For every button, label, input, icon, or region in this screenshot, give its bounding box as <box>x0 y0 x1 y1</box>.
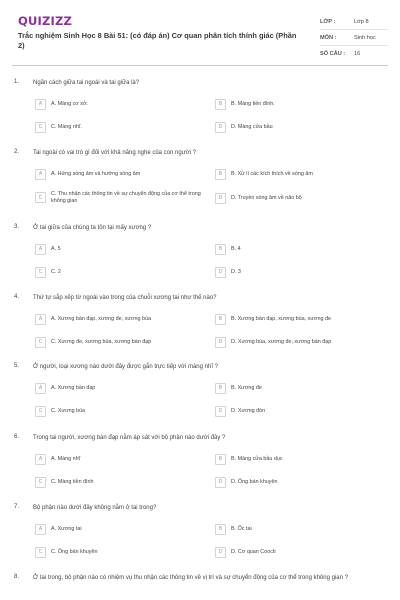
option-a[interactable] <box>33 312 201 326</box>
option-text: C. Màng nhĩ. <box>51 123 82 130</box>
option-b[interactable] <box>213 312 381 326</box>
meta-key: MÔN : <box>320 34 337 41</box>
option-letter-box: A <box>35 99 46 110</box>
option-letter-box: C <box>35 192 46 203</box>
option-letter-box: A <box>35 454 46 465</box>
meta-key: SỐ CÂU : <box>320 51 346 57</box>
option-letter-box: A <box>35 244 46 255</box>
option-a[interactable] <box>33 381 201 395</box>
option-a[interactable] <box>33 97 201 111</box>
question-text: Bộ phận nào dưới đây không nằm ở tai trong? <box>33 505 157 511</box>
meta-key: LỚP : <box>320 18 336 25</box>
option-c[interactable] <box>33 404 201 418</box>
question-number: 5. <box>14 363 20 369</box>
option-text: A. Hứng sóng âm và hướng sóng âm <box>51 170 141 177</box>
option-letter-box: D <box>215 337 226 348</box>
question-number: 8. <box>14 574 20 580</box>
option-text: D. Xương búa, xương đe, xương bàn đạp <box>231 338 332 345</box>
option-text: C. Xương đe, xương búa, xương bàn đạp <box>51 338 152 345</box>
worksheet-title: Trắc nghiệm Sinh Học 8 Bài 51: (có đáp án) Cơ quan phân tích thính giác (Phần 2) <box>18 31 297 50</box>
option-text: A. Xương bàn đạp <box>51 384 96 391</box>
option-letter-box: B <box>215 383 226 394</box>
option-letter-box: A <box>35 383 46 394</box>
option-text: B. Xương bàn đạp, xương búa, xương đe <box>231 315 331 322</box>
option-text: D. Cơ quan Coocti <box>231 548 276 555</box>
question-number: 4. <box>14 294 20 300</box>
option-text: D. Ống bán khuyên <box>231 478 278 485</box>
option-letter-box: A <box>35 524 46 535</box>
option-d[interactable] <box>213 404 381 418</box>
option-letter-box: B <box>215 524 226 535</box>
question-number: 2. <box>14 149 20 155</box>
option-text: C. Ống bán khuyên <box>51 548 98 555</box>
question-text: Ở tai trong, bộ phận nào có nhiệm vụ thu nhận các thông tin về vị trí và sự chuyển động của cơ thể trong không gian ? <box>33 575 348 581</box>
meta-value: 16 <box>354 51 361 57</box>
question-number: 7. <box>14 504 20 510</box>
option-letter-box: A <box>35 314 46 325</box>
option-c[interactable] <box>33 120 201 134</box>
meta-row-count <box>320 46 388 62</box>
option-text: C. Thu nhận các thông tin về sự chuyển động của cơ thể trong không gian <box>51 190 201 204</box>
option-c[interactable] <box>33 265 201 279</box>
option-letter-box: D <box>215 477 226 488</box>
question-text: Tai ngoài có vai trò gì đối với khả năng nghe của con người ? <box>33 150 196 156</box>
option-text: A. Màng nhĩ <box>51 455 81 462</box>
option-letter-box: A <box>35 169 46 180</box>
option-d[interactable] <box>213 335 381 349</box>
option-text: D. 3 <box>231 268 241 275</box>
meta-value: Sinh học <box>354 34 376 41</box>
question-text: Thứ tự sắp xếp từ ngoài vào trong của chuỗi xương tai như thế nào? <box>33 295 217 301</box>
quizizz-logo: QUIZIZZ <box>18 14 73 28</box>
option-text: B. Xử lí các kích thích về sóng âm <box>231 170 313 177</box>
option-letter-box: B <box>215 314 226 325</box>
option-text: B. Màng tiền đình. <box>231 100 275 107</box>
option-letter-box: B <box>215 99 226 110</box>
option-letter-box: D <box>215 547 226 558</box>
option-letter-box: B <box>215 454 226 465</box>
option-text: A. 5 <box>51 245 61 252</box>
meta-table <box>320 14 388 62</box>
worksheet-header <box>0 0 400 62</box>
option-a[interactable] <box>33 522 201 536</box>
meta-row-class <box>320 14 388 30</box>
option-b[interactable] <box>213 97 381 111</box>
question-number: 6. <box>14 434 20 440</box>
option-letter-box: C <box>35 547 46 558</box>
option-d[interactable] <box>213 545 381 559</box>
option-d[interactable] <box>213 265 381 279</box>
option-letter-box: C <box>35 267 46 278</box>
option-a[interactable] <box>33 452 201 466</box>
option-b[interactable] <box>213 452 381 466</box>
option-letter-box: B <box>215 169 226 180</box>
option-text: C. Xương búa <box>51 407 86 414</box>
option-letter-box: D <box>215 406 226 417</box>
question-text: Ở người, loại xương nào dưới đây được gắn trực tiếp với màng nhĩ ? <box>33 364 218 370</box>
meta-value: Lớp 8 <box>354 18 369 25</box>
question-number: 3. <box>14 224 20 230</box>
option-letter-box: C <box>35 406 46 417</box>
question-text: Trong tai người, xương bàn đạp nằm áp sát với bộ phận nào dưới đây ? <box>33 435 226 441</box>
option-letter-box: C <box>35 477 46 488</box>
option-a[interactable] <box>33 167 201 181</box>
option-b[interactable] <box>213 522 381 536</box>
option-letter-box: D <box>215 122 226 133</box>
option-text: A. Màng cơ sở. <box>51 100 89 107</box>
option-text: A. Xương bàn đạp, xương đe, xương búa <box>51 315 151 322</box>
question-number: 1. <box>14 79 20 85</box>
option-text: B. Ốc tai <box>231 525 252 532</box>
option-text: C. Màng tiền đình <box>51 478 94 485</box>
option-text: C. 2 <box>51 268 61 275</box>
question-text: Ở tai giữa của chúng ta tồn tại mấy xương ? <box>33 225 152 231</box>
option-c[interactable] <box>33 545 201 559</box>
option-text: D. Xương đòn <box>231 407 266 414</box>
option-c[interactable] <box>33 475 201 489</box>
option-letter-box: D <box>215 267 226 278</box>
header-divider <box>12 65 388 66</box>
option-letter-box: C <box>35 122 46 133</box>
option-b[interactable] <box>213 381 381 395</box>
option-letter-box: C <box>35 337 46 348</box>
option-letter-box: B <box>215 244 226 255</box>
option-letter-box: D <box>215 193 226 204</box>
option-text: D. Truyền sóng âm về não bộ <box>231 194 302 201</box>
option-text: B. Xương đe <box>231 384 262 391</box>
option-b[interactable] <box>213 242 381 256</box>
question-text: Ngăn cách giữa tai ngoài và tai giữa là? <box>33 80 140 86</box>
option-text: A. Xương tai <box>51 525 82 532</box>
option-a[interactable] <box>33 242 201 256</box>
option-text: D. Màng cửa bầu <box>231 123 273 130</box>
option-c[interactable] <box>33 187 201 208</box>
option-d[interactable] <box>213 475 381 489</box>
option-d[interactable] <box>213 191 381 205</box>
option-text: B. Màng cửa bầu dục <box>231 455 283 462</box>
option-text: B. 4 <box>231 245 241 252</box>
meta-row-subject <box>320 30 388 46</box>
option-b[interactable] <box>213 167 381 181</box>
option-c[interactable] <box>33 335 201 349</box>
option-d[interactable] <box>213 120 381 134</box>
